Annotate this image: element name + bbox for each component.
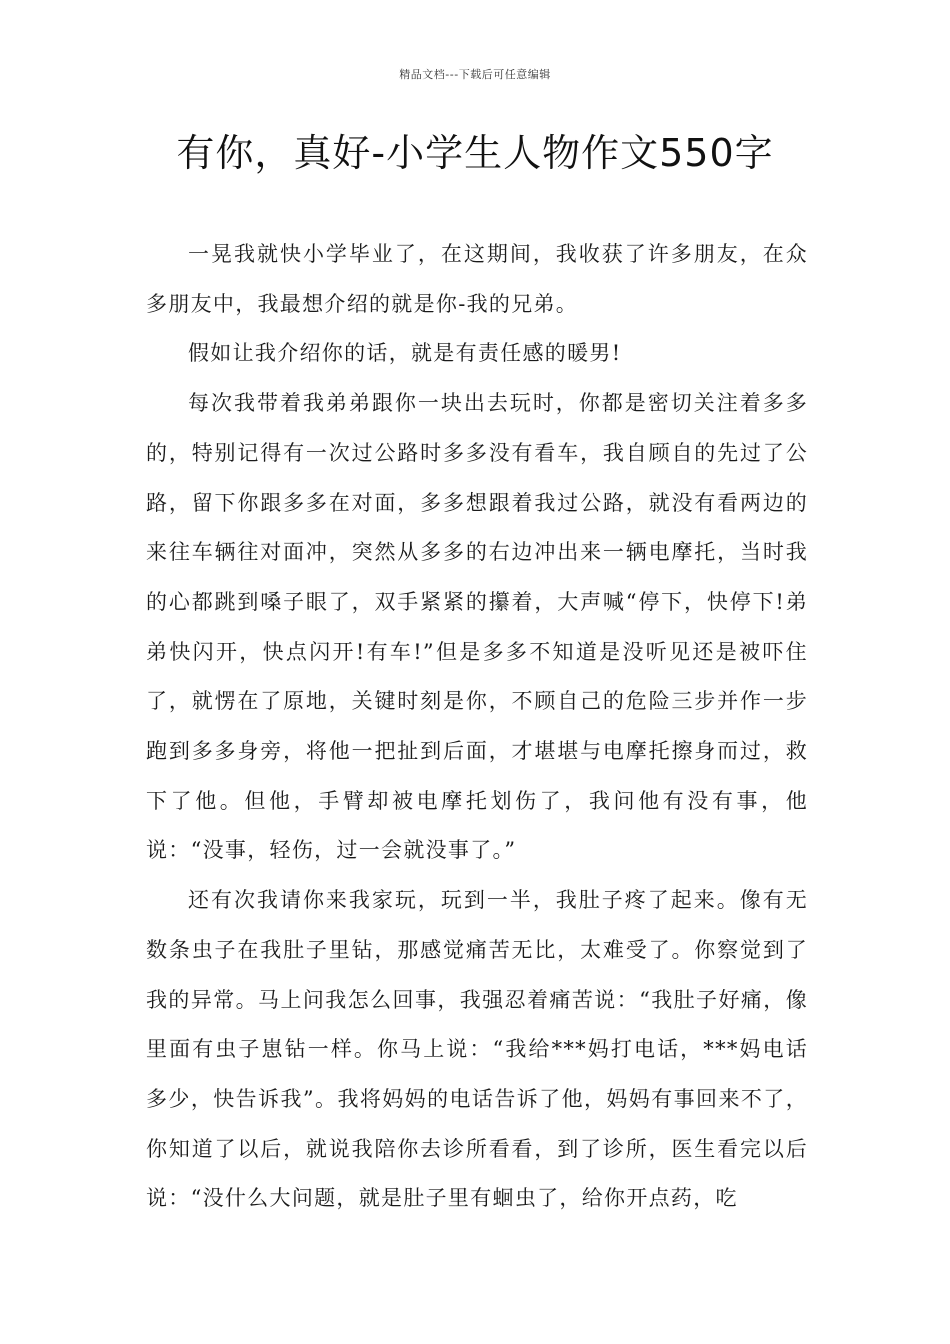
paragraph: 一晃我就快小学毕业了，在这期间，我收获了许多朋友，在众多朋友中，我最想介绍的就是你-我的兄弟。 (146, 242, 808, 316)
paragraph: 假如让我介绍你的话，就是有责任感的暖男! (188, 341, 622, 366)
paragraph: 还有次我请你来我家玩，玩到一半，我肚子疼了起来。像有无数条虫子在我肚子里钻，那感觉痛苦无比，太难受了。你察觉到了我的异常。马上问我怎么回事，我强忍着痛苦说：“我肚子好痛，像里面有虫子崽钻一样。你马上说：“我给***妈打电话，***妈电话多少，快告诉我”。我将妈妈的电话告诉了他，妈妈有事回来不了，你知道了以后，就说我陪你去诊所看看，到了诊所，医生看完以后说：“没什么大问题，就是肚子里有蛔虫了，给你开点药，吃 (146, 888, 808, 1211)
paragraph: 每次我带着我弟弟跟你一块出去玩时，你都是密切关注着多多的，特别记得有一次过公路时多多没有看车，我自顾自的先过了公路，留下你跟多多在对面，多多想跟着我过公路，就没有看两边的来往车辆往对面冲，突然从多多的右边冲出来一辆电摩托，当时我的心都跳到嗓子眼了，双手紧紧的攥着，大声喊“停下，快停下!弟弟快闪开，快点闪开!有车!”但是多多不知道是没听见还是被吓住了，就愣在了原地，关键时刻是你，不顾自己的危险三步并作一步跑到多多身旁，将他一把扯到后面，才堪堪与电摩托擦身而过，救下了他。但他，手臂却被电摩托划伤了，我问他有没有事，他说：“没事，轻伤，过一会就没事了。” (146, 391, 808, 863)
document-title: 有你，真好-小学生人物作文550字 (176, 131, 774, 175)
document-body (146, 230, 808, 1224)
header-note: 精品文档---下载后可任意编辑 (399, 68, 551, 81)
